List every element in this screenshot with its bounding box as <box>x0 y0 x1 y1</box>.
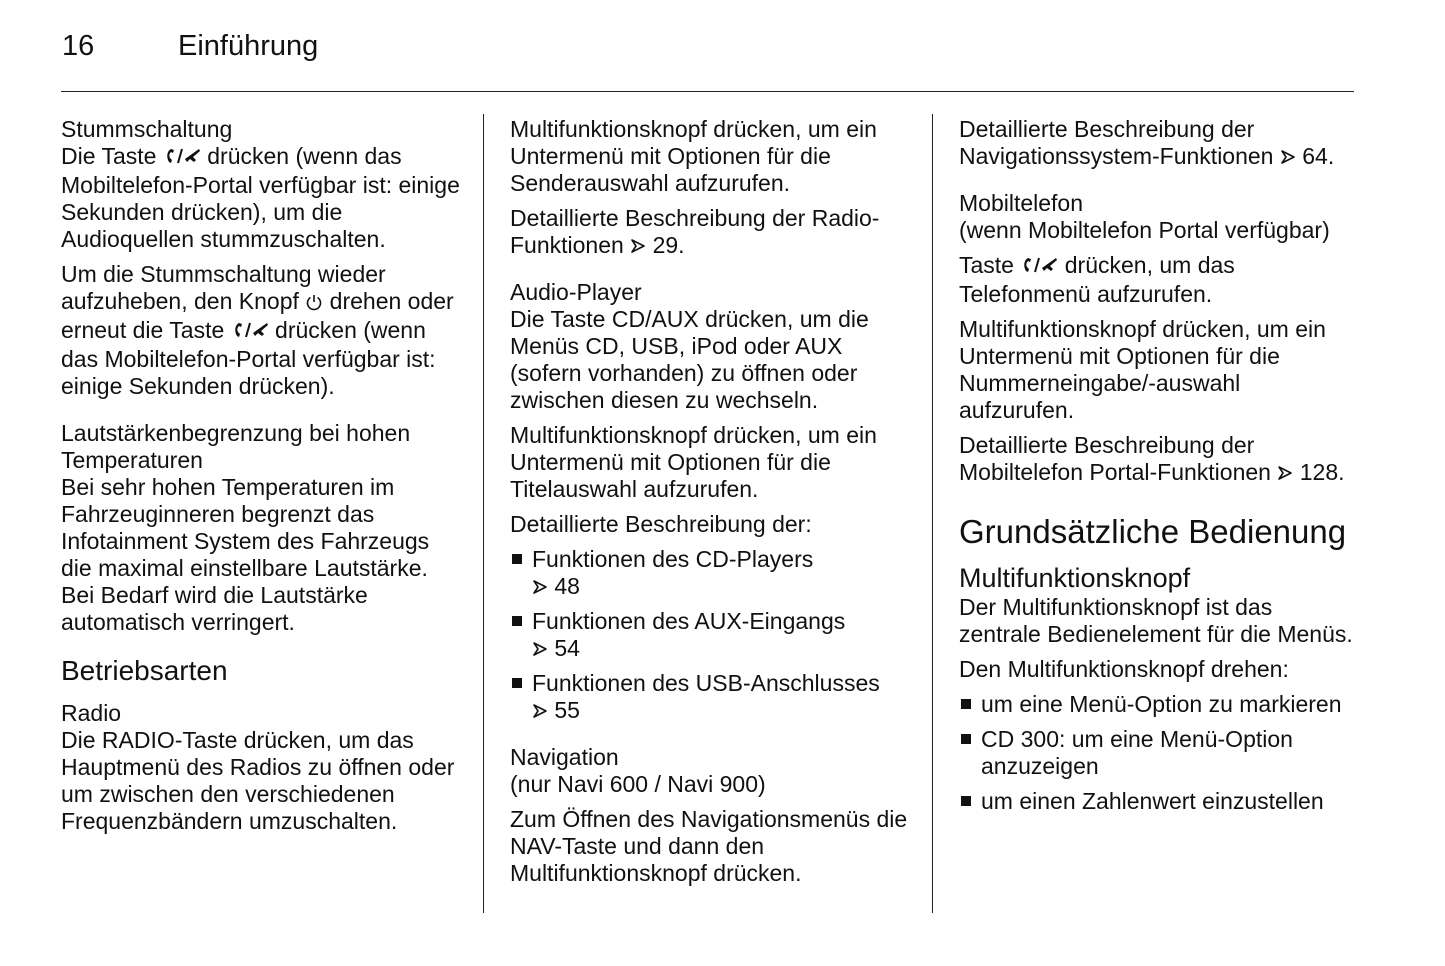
knob-paragraph-1: Der Multifunktionsknopf ist das zentrale Bedienelement für die Menüs. <box>959 594 1353 647</box>
bullet-icon <box>512 616 522 626</box>
text: Funktionen des USB-Anschlusses <box>532 670 880 696</box>
mute-heading: Stummschaltung <box>61 116 233 142</box>
bullet-icon <box>961 796 971 806</box>
list-item <box>510 546 912 600</box>
text: Funktionen des AUX-Eingangs <box>532 608 846 634</box>
knob-paragraph-2: Den Multifunktionsknopf drehen: <box>959 656 1289 682</box>
bullet-icon <box>961 734 971 744</box>
radio-ref-paragraph <box>510 205 912 259</box>
text: Detaillierte Beschreibung der Radio-Funktionen <box>510 205 880 258</box>
text: drücken, um das Telefonmenü aufzurufen. <box>959 252 1235 307</box>
list-item <box>510 608 912 662</box>
basic-operation-heading: Grundsätzliche Bedienung <box>959 513 1347 550</box>
text: Die Taste <box>61 143 163 169</box>
text: um eine Menü-Option zu markieren <box>981 691 1342 717</box>
phone-mute-key-icon <box>1020 254 1058 281</box>
navigation-paragraph: Zum Öffnen des Navigationsmenüs die NAV-Taste und dann den Multifunktionsknopf drücken. <box>510 806 908 886</box>
chapter-title: Einführung <box>178 30 319 62</box>
page-ref[interactable]: 48 <box>554 573 580 599</box>
nav-ref-paragraph <box>959 116 1355 170</box>
bullet-icon <box>961 699 971 709</box>
column-2 <box>510 116 912 895</box>
modes-heading: Betriebsarten <box>61 655 228 686</box>
page-ref-arrow-icon <box>630 238 646 254</box>
list-item <box>959 726 1355 780</box>
knob-heading: Multifunktionsknopf <box>959 563 1191 593</box>
radio-paragraph: Die RADIO-Taste drücken, um das Hauptmenü des Radios zu öffnen oder um zwischen den verschiedenen Frequenzbändern umzuschalten. <box>61 727 455 834</box>
bullet-icon <box>512 678 522 688</box>
text: drücken (wenn das Mobiltelefon-Portal verfügbar ist: einige Sekunden drücken), um die Audioquellen stummzuschalten. <box>61 143 460 252</box>
audio-paragraph-1: Die Taste CD/AUX drücken, um die Menüs CD, USB, iPod oder AUX (sofern vorhanden) zu öffnen oder zwischen diesen zu wechseln. <box>510 306 869 413</box>
audio-function-list <box>510 546 912 724</box>
phone-paragraph-2: Multifunktionsknopf drücken, um ein Untermenü mit Optionen für die Nummerneingabe/-auswahl aufzurufen. <box>959 316 1326 423</box>
phone-subtitle: (wenn Mobiltelefon Portal verfügbar) <box>959 217 1330 243</box>
text: Funktionen des CD-Players <box>532 546 814 572</box>
page-ref[interactable]: 54 <box>554 635 580 661</box>
text: Detaillierte Beschreibung der Mobiltelefon Portal-Funktionen <box>959 432 1278 485</box>
mute-paragraph-2 <box>61 261 463 400</box>
navigation-subtitle: (nur Navi 600 / Navi 900) <box>510 771 766 797</box>
audio-paragraph-3: Detaillierte Beschreibung der: <box>510 511 812 537</box>
phone-paragraph-1 <box>959 252 1355 308</box>
page-ref-arrow-icon <box>532 703 548 719</box>
list-item <box>510 670 912 724</box>
column-divider-1 <box>483 114 484 913</box>
text: drehen oder erneut die Taste <box>61 288 454 343</box>
page-ref[interactable]: 29. <box>652 232 685 258</box>
radio-heading: Radio <box>61 700 122 726</box>
text: Taste <box>959 252 1021 278</box>
column-divider-2 <box>932 114 933 913</box>
volume-limit-heading: Lautstärkenbegrenzung bei hohen Temperaturen <box>61 420 411 473</box>
list-item <box>959 691 1355 718</box>
page-ref[interactable]: 128. <box>1299 459 1345 485</box>
page-ref-arrow-icon <box>1277 465 1293 481</box>
page-ref[interactable]: 55 <box>554 697 580 723</box>
phone-ref-paragraph <box>959 432 1355 486</box>
list-item <box>959 788 1355 815</box>
page-number: 16 <box>62 30 95 62</box>
text: Detaillierte Beschreibung der Navigationssystem-Funktionen <box>959 116 1280 169</box>
phone-heading: Mobiltelefon <box>959 190 1084 216</box>
volume-limit-paragraph: Bei sehr hohen Temperaturen im Fahrzeuginneren begrenzt das Infotainment System des Fahrzeugs die maximal einstellbare Lautstärke. Bei Bedarf wird die Lautstärke automatisch verringert. <box>61 474 430 635</box>
column-3 <box>959 116 1355 823</box>
phone-mute-key-icon <box>163 145 201 172</box>
radio-submenu-paragraph: Multifunktionsknopf drücken, um ein Untermenü mit Optionen für die Senderauswahl aufzurufen. <box>510 116 877 196</box>
audio-paragraph-2: Multifunktionsknopf drücken, um ein Untermenü mit Optionen für die Titelauswahl aufzurufen. <box>510 422 877 502</box>
navigation-heading: Navigation <box>510 744 619 770</box>
mute-paragraph-1 <box>61 143 463 253</box>
audio-player-heading: Audio-Player <box>510 279 642 305</box>
page-ref-arrow-icon <box>532 641 548 657</box>
page-ref-arrow-icon <box>532 579 548 595</box>
knob-function-list <box>959 691 1355 815</box>
text: drücken (wenn das Mobiltelefon-Portal verfügbar ist: einige Sekunden drücken). <box>61 317 436 399</box>
column-1 <box>61 116 463 843</box>
page-ref[interactable]: 64. <box>1302 143 1335 169</box>
header-rule <box>61 91 1354 92</box>
page-ref-arrow-icon <box>1280 149 1296 165</box>
text: Um die Stummschaltung wieder aufzuheben, den Knopf <box>61 261 386 314</box>
text: CD 300: um eine Menü-Option anzuzeigen <box>981 726 1293 779</box>
power-knob-icon <box>305 290 323 317</box>
text: um einen Zahlenwert einzustellen <box>981 788 1324 814</box>
phone-mute-key-icon <box>231 319 269 346</box>
bullet-icon <box>512 554 522 564</box>
